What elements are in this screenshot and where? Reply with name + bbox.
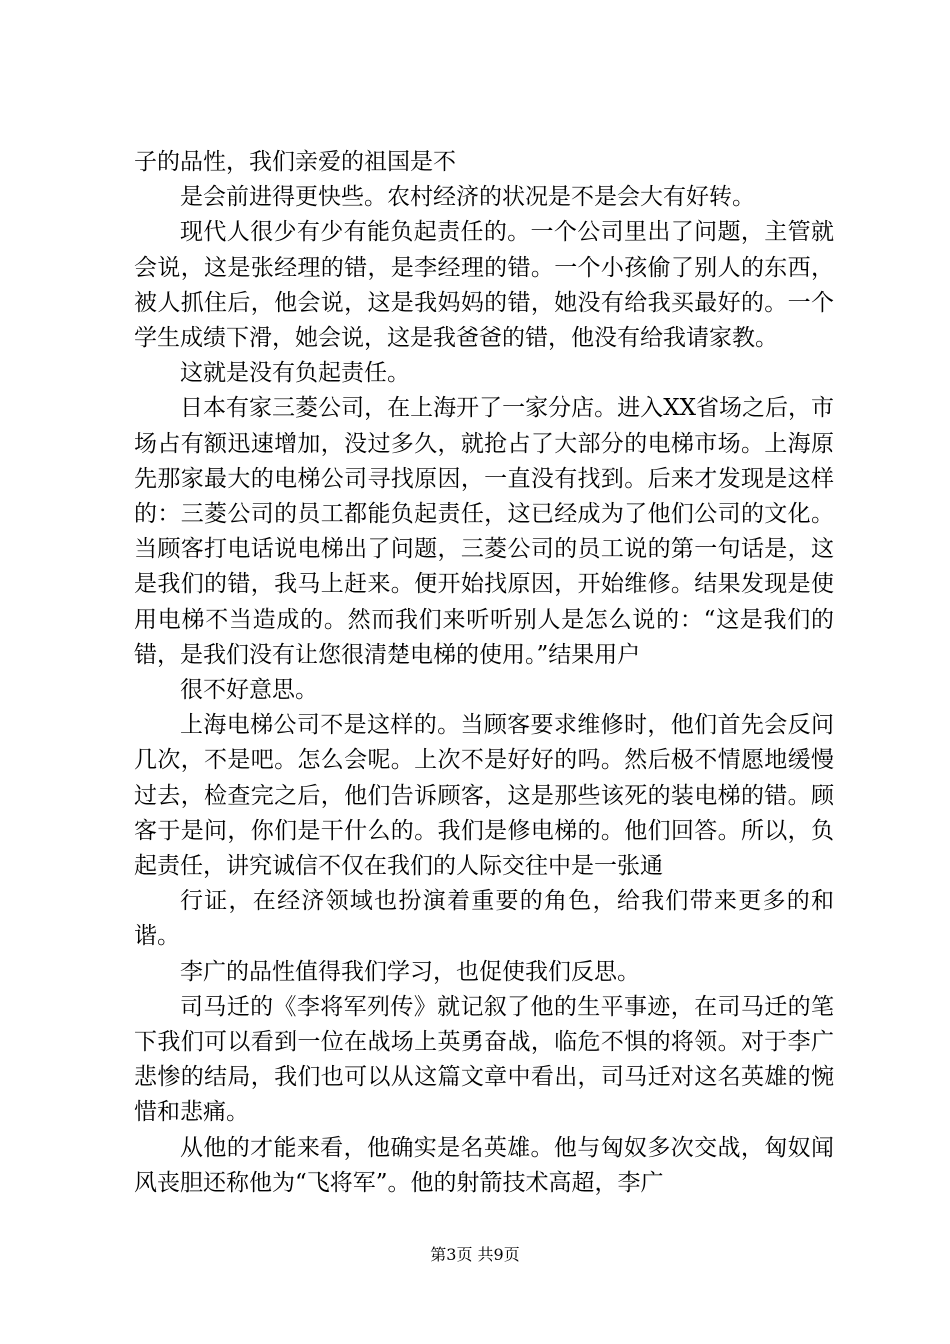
paragraph-5: 日本有家三菱公司，在上海开了一家分店。进入XX省场之后，市场占有额迅速增加，没过多久，就抢占了大部分的电梯市场。上海原先那家最大的电梯公司寻找原因，一直没有找到。后来才发现是这样的：三菱公司的员工都能负起责任，这已经成为了他们公司的文化。当顾客打电话说电梯出了问题，三菱公司的员工说的第一句话是，这是我们的错，我马上赶来。便开始找原因，开始维修。结果发现是使用电梯不当造成的。然而我们来听听别人是怎么说的：“这是我们的错，是我们没有让您很清楚电梯的使用。”结果用户 [134, 395, 834, 668]
paragraph-6: 很不好意思。 [180, 677, 318, 704]
paragraph-9: 李广的品性值得我们学习，也促使我们反思。 [180, 958, 640, 985]
paragraph-11: 从他的才能来看，他确实是名英雄。他与匈奴多次交战，匈奴闻风丧胆还称他为“飞将军”。他的射箭技术高超，李广 [134, 1134, 834, 1196]
paragraph-8: 行证，在经济领域也扮演着重要的角色，给我们带来更多的和谐。 [134, 888, 834, 950]
paragraph-10: 司马迁的《李将军列传》就记叙了他的生平事迹，在司马迁的笔下我们可以看到一位在战场上英勇奋战，临危不惧的将领。对于李广悲惨的结局，我们也可以从这篇文章中看出，司马迁对这名英雄的惋惜和悲痛。 [134, 993, 834, 1126]
page-footer: 第3页 共9页 [430, 1245, 520, 1264]
paragraph-2: 是会前进得更快些。农村经济的状况是不是会大有好转。 [180, 184, 755, 211]
paragraph-1: 子的品性，我们亲爱的祖国是不 [134, 149, 456, 175]
body-text [134, 145, 834, 1201]
paragraph-3: 现代人很少有少有能负起责任的。一个公司里出了问题，主管就会说，这是张经理的错，是李经理的错。一个小孩偷了别人的东西，被人抓住后，他会说，这是我妈妈的错，她没有给我买最好的。一个学生成绩下滑，她会说，这是我爸爸的错，他没有给我请家教。 [134, 219, 834, 352]
paragraph-4: 这就是没有负起责任。 [180, 360, 410, 387]
paragraph-7: 上海电梯公司不是这样的。当顾客要求维修时，他们首先会反问几次，不是吧。怎么会呢。上次不是好好的吗。然后极不情愿地缓慢过去，检查完之后，他们告诉顾客，这是那些该死的装电梯的错。顾客于是问，你们是干什么的。我们是修电梯的。他们回答。所以，负起责任，讲究诚信不仅在我们的人际交往中是一张通 [134, 712, 834, 880]
